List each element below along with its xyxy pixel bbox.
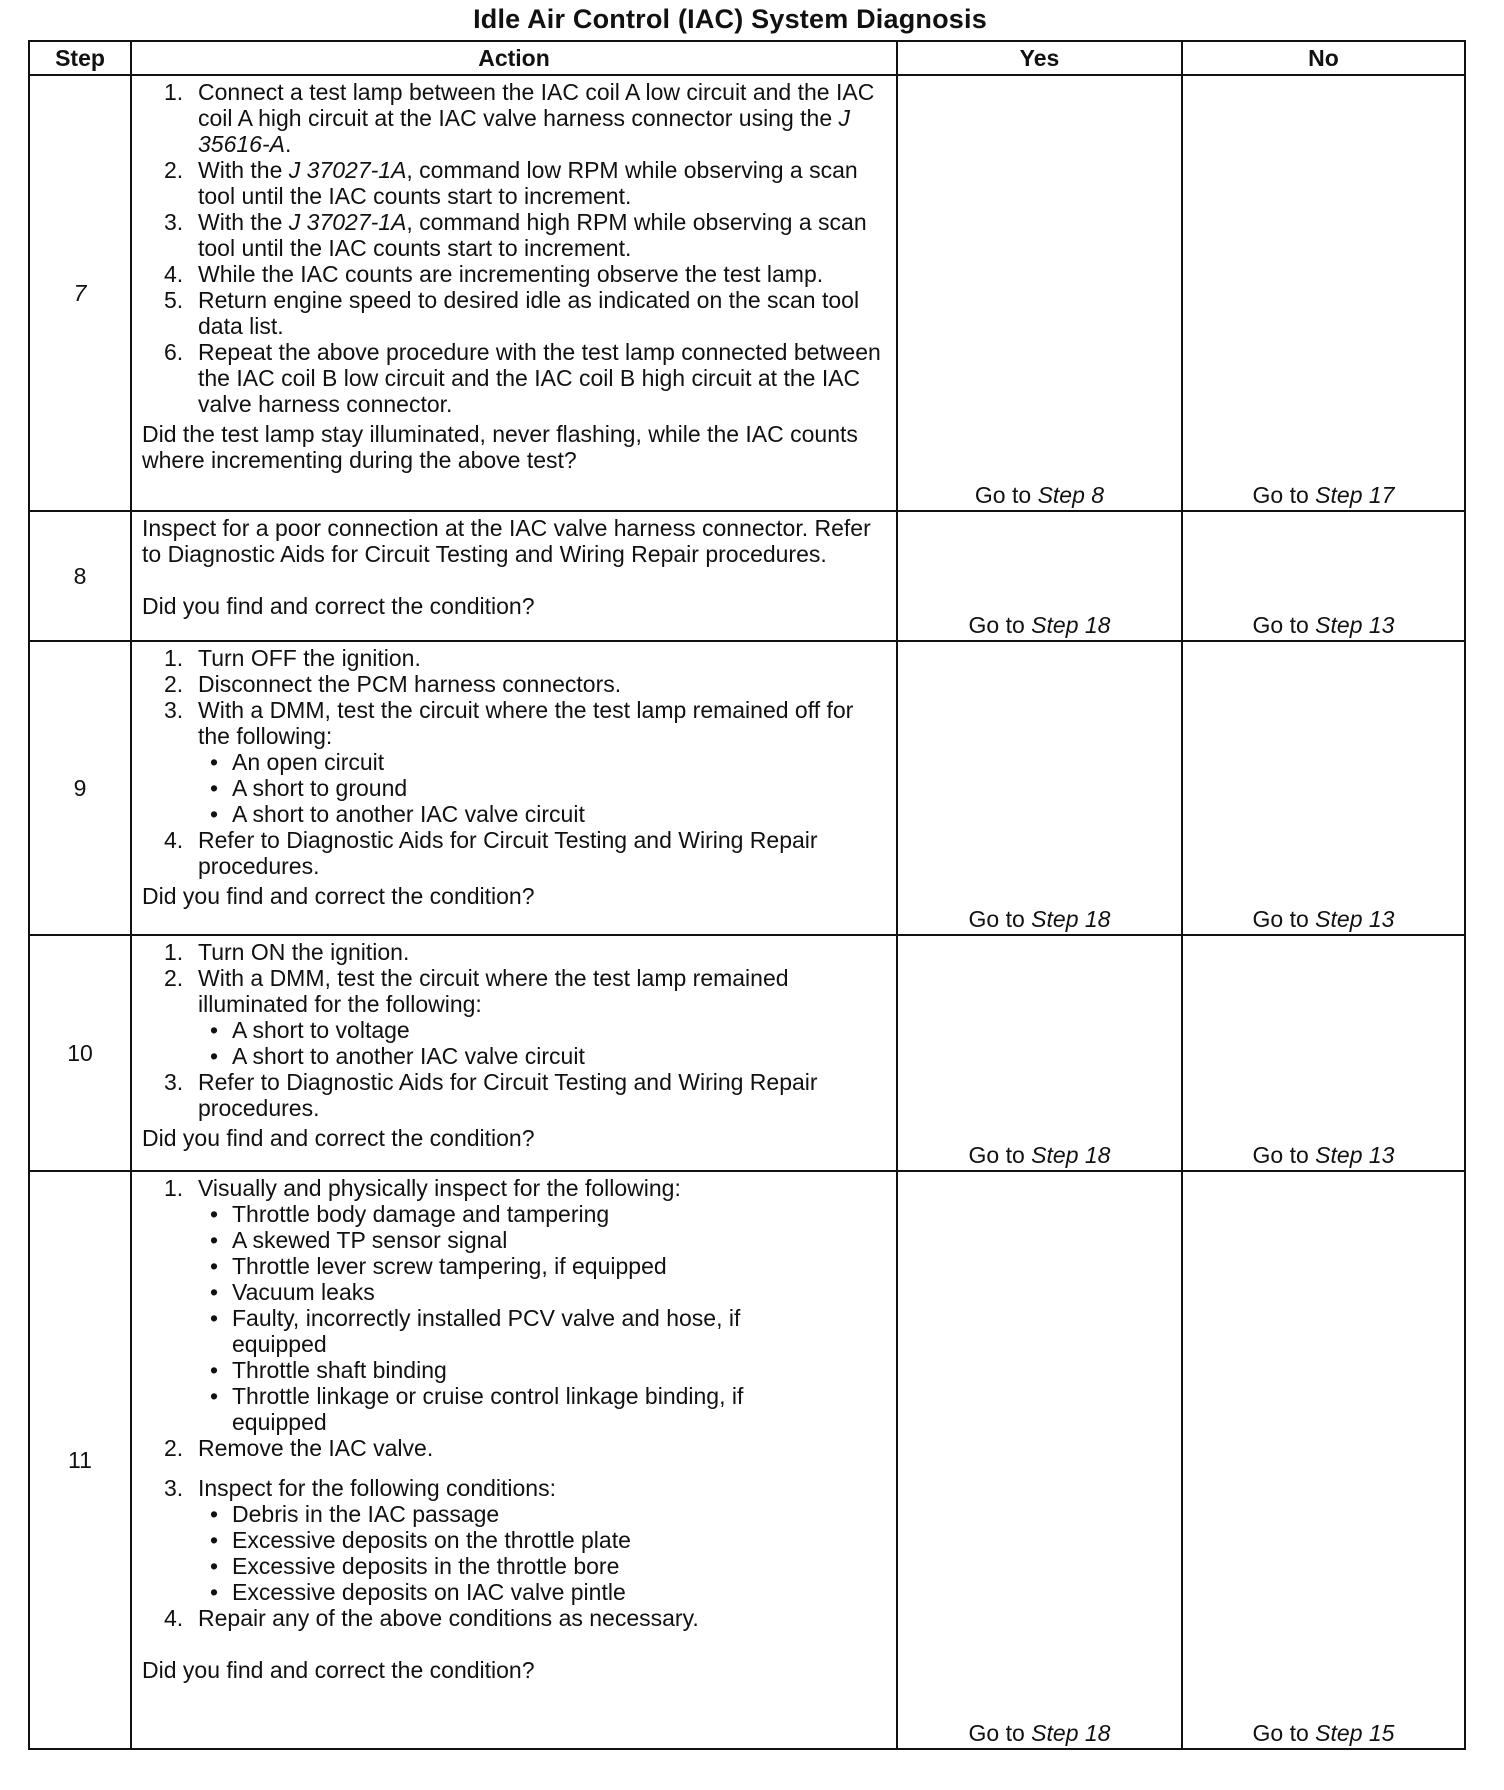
item-number: 2.: [164, 965, 184, 991]
bullet-item: • Excessive deposits on IAC valve pintle: [198, 1579, 886, 1605]
yes-cell: [897, 1171, 1182, 1749]
action-cell: [131, 1171, 897, 1749]
list-item: [142, 339, 886, 417]
item-text: Disconnect the PCM harness connectors.: [198, 671, 622, 697]
item-number: 1.: [164, 939, 184, 965]
header-row: [29, 41, 1465, 75]
list-item: [142, 697, 886, 827]
item-number: 2.: [164, 1435, 184, 1461]
yes-step-link[interactable]: Step 18: [1031, 906, 1111, 932]
yes-cell: [897, 75, 1182, 511]
yes-step-link[interactable]: Step 18: [1031, 1142, 1111, 1168]
item-text: , command high RPM while observing a scan tool until the IAC counts start to increment.: [198, 209, 867, 261]
item-text: With a DMM, test the circuit where the test lamp remained off for the following:: [198, 697, 854, 749]
list-item: [142, 209, 886, 261]
item-text: .: [284, 131, 292, 157]
bullet-item: • Throttle shaft binding: [198, 1357, 886, 1383]
question-text: Did you find and correct the condition?: [142, 1125, 535, 1151]
item-number: 1.: [164, 79, 184, 105]
bullet-list: [198, 1017, 886, 1069]
action-text: Inspect for a poor connection at the IAC valve harness connector. Refer to Diagnostic Aids for Circuit Testing and Wiring Repair procedures.: [142, 515, 871, 567]
go-to-label: Go to: [1252, 612, 1309, 638]
table-row: [29, 641, 1465, 935]
item-text: Visually and physically inspect for the following:: [198, 1175, 681, 1201]
header-step: Step: [29, 41, 131, 75]
action-list: [142, 1175, 886, 1631]
yes-step-link[interactable]: Step 8: [1037, 482, 1105, 508]
action-cell: [131, 641, 897, 935]
list-item: [142, 939, 886, 965]
no-cell: [1182, 935, 1465, 1171]
no-step-link[interactable]: Step 13: [1315, 612, 1395, 638]
item-number: 3.: [164, 1475, 184, 1501]
bullet-item: • Faulty, incorrectly installed PCV valve and hose, if equipped: [198, 1305, 792, 1357]
item-text: With the: [198, 209, 289, 235]
item-text: Repair any of the above conditions as necessary.: [198, 1605, 699, 1631]
step-number: 8: [29, 511, 131, 641]
bullet-item: • A skewed TP sensor signal: [198, 1227, 886, 1253]
no-step-link[interactable]: Step 17: [1315, 482, 1395, 508]
item-number: 3.: [164, 1069, 184, 1095]
step-number: 9: [29, 641, 131, 935]
item-text: Connect a test lamp between the IAC coil A low circuit and the IAC coil A high circuit at the IAC valve harness connector using the: [198, 79, 875, 131]
bullet-item: • A short to another IAC valve circuit: [198, 801, 886, 827]
bullet-item: • A short to ground: [198, 775, 886, 801]
question-text: Did you find and correct the condition?: [142, 593, 535, 619]
step-number: 7: [29, 75, 131, 511]
tool-reference: J 37027-1A: [288, 209, 407, 235]
bullet-item: • Excessive deposits in the throttle bore: [198, 1553, 886, 1579]
list-item: [142, 1435, 886, 1461]
go-to-label: Go to: [968, 1720, 1025, 1746]
list-item: [142, 965, 886, 1069]
item-text: With a DMM, test the circuit where the test lamp remained illuminated for the following:: [198, 965, 789, 1017]
no-step-link[interactable]: Step 15: [1315, 1720, 1395, 1746]
no-step-link[interactable]: Step 13: [1315, 906, 1395, 932]
yes-cell: [897, 511, 1182, 641]
bullet-item: • Throttle lever screw tampering, if equipped: [198, 1253, 886, 1279]
go-to-label: Go to: [1252, 1142, 1309, 1168]
header-action: Action: [131, 41, 897, 75]
action-cell: [131, 511, 897, 641]
item-number: 1.: [164, 1175, 184, 1201]
question-text: Did the test lamp stay illuminated, never flashing, while the IAC counts where incrementing during the above test?: [142, 421, 858, 473]
tool-reference: J 37027-1A: [288, 157, 407, 183]
item-number: 4.: [164, 261, 184, 287]
bullet-list: [198, 1201, 886, 1435]
item-text: , command low RPM while observing a scan tool until the IAC counts start to increment.: [198, 157, 858, 209]
item-text: Return engine speed to desired idle as indicated on the scan tool data list.: [198, 287, 860, 339]
bullet-item: • Throttle body damage and tampering: [198, 1201, 886, 1227]
item-number: 3.: [164, 209, 184, 235]
yes-cell: [897, 641, 1182, 935]
item-number: 4.: [164, 827, 184, 853]
item-number: 2.: [164, 671, 184, 697]
no-cell: [1182, 75, 1465, 511]
bullet-list: [198, 1501, 886, 1605]
question-text: Did you find and correct the condition?: [142, 1657, 535, 1683]
item-number: 2.: [164, 157, 184, 183]
item-text: Turn OFF the ignition.: [198, 645, 421, 671]
bullet-item: • Throttle linkage or cruise control linkage binding, if equipped: [198, 1383, 812, 1435]
item-number: 5.: [164, 287, 184, 313]
bullet-item: • Vacuum leaks: [198, 1279, 886, 1305]
list-item: [142, 261, 886, 287]
list-item: [142, 645, 886, 671]
item-text: While the IAC counts are incrementing observe the test lamp.: [198, 261, 824, 287]
no-cell: [1182, 511, 1465, 641]
bullet-item: • A short to voltage: [198, 1017, 886, 1043]
list-item: [142, 79, 886, 157]
diagnosis-table: [28, 40, 1466, 1750]
question-text: Did you find and correct the condition?: [142, 883, 535, 909]
list-item: [142, 671, 886, 697]
yes-step-link[interactable]: Step 18: [1031, 612, 1111, 638]
item-number: 6.: [164, 339, 184, 365]
item-text: Refer to Diagnostic Aids for Circuit Testing and Wiring Repair procedures.: [198, 827, 818, 879]
list-item: [142, 157, 886, 209]
step-number: 10: [29, 935, 131, 1171]
action-cell: [131, 75, 897, 511]
bullet-list: [198, 749, 886, 827]
bullet-item: • Debris in the IAC passage: [198, 1501, 886, 1527]
action-list: [142, 79, 886, 417]
header-yes: Yes: [897, 41, 1182, 75]
yes-cell: [897, 935, 1182, 1171]
header-no: No: [1182, 41, 1465, 75]
table-row: [29, 1171, 1465, 1749]
go-to-label: Go to: [1252, 482, 1309, 508]
list-item: [142, 1475, 886, 1605]
go-to-label: Go to: [968, 1142, 1025, 1168]
page-title: Idle Air Control (IAC) System Diagnosis: [473, 4, 987, 34]
tool-reference: J 35616-A: [198, 105, 851, 157]
item-text: Inspect for the following conditions:: [198, 1475, 556, 1501]
action-list: [142, 939, 886, 1121]
table-row: [29, 935, 1465, 1171]
go-to-label: Go to: [968, 906, 1025, 932]
item-number: 4.: [164, 1605, 184, 1631]
yes-step-link[interactable]: Step 18: [1031, 1720, 1111, 1746]
list-item: [142, 1175, 886, 1435]
no-cell: [1182, 1171, 1465, 1749]
list-item: [142, 827, 886, 879]
go-to-label: Go to: [968, 612, 1025, 638]
list-item: [142, 1605, 886, 1631]
bullet-item: • An open circuit: [198, 749, 886, 775]
item-number: 3.: [164, 697, 184, 723]
action-list: [142, 645, 886, 879]
list-item: [142, 1069, 886, 1121]
item-text: Remove the IAC valve.: [198, 1435, 434, 1461]
step-number: 11: [29, 1171, 131, 1749]
action-cell: [131, 935, 897, 1171]
list-item: [142, 287, 886, 339]
item-text: Refer to Diagnostic Aids for Circuit Testing and Wiring Repair procedures.: [198, 1069, 818, 1121]
go-to-label: Go to: [1252, 1720, 1309, 1746]
item-text: Turn ON the ignition.: [198, 939, 410, 965]
bullet-item: • A short to another IAC valve circuit: [198, 1043, 886, 1069]
go-to-label: Go to: [974, 482, 1032, 508]
table-row: [29, 511, 1465, 641]
table-row: [29, 75, 1465, 511]
go-to-label: Go to: [1252, 906, 1309, 932]
item-text: Repeat the above procedure with the test lamp connected between the IAC coil B low circuit and the IAC coil B high circuit at the IAC valve harness connector.: [198, 339, 881, 417]
item-number: 1.: [164, 645, 184, 671]
no-step-link[interactable]: Step 13: [1315, 1142, 1395, 1168]
no-cell: [1182, 641, 1465, 935]
item-text: With the: [198, 157, 289, 183]
bullet-item: • Excessive deposits on the throttle plate: [198, 1527, 886, 1553]
